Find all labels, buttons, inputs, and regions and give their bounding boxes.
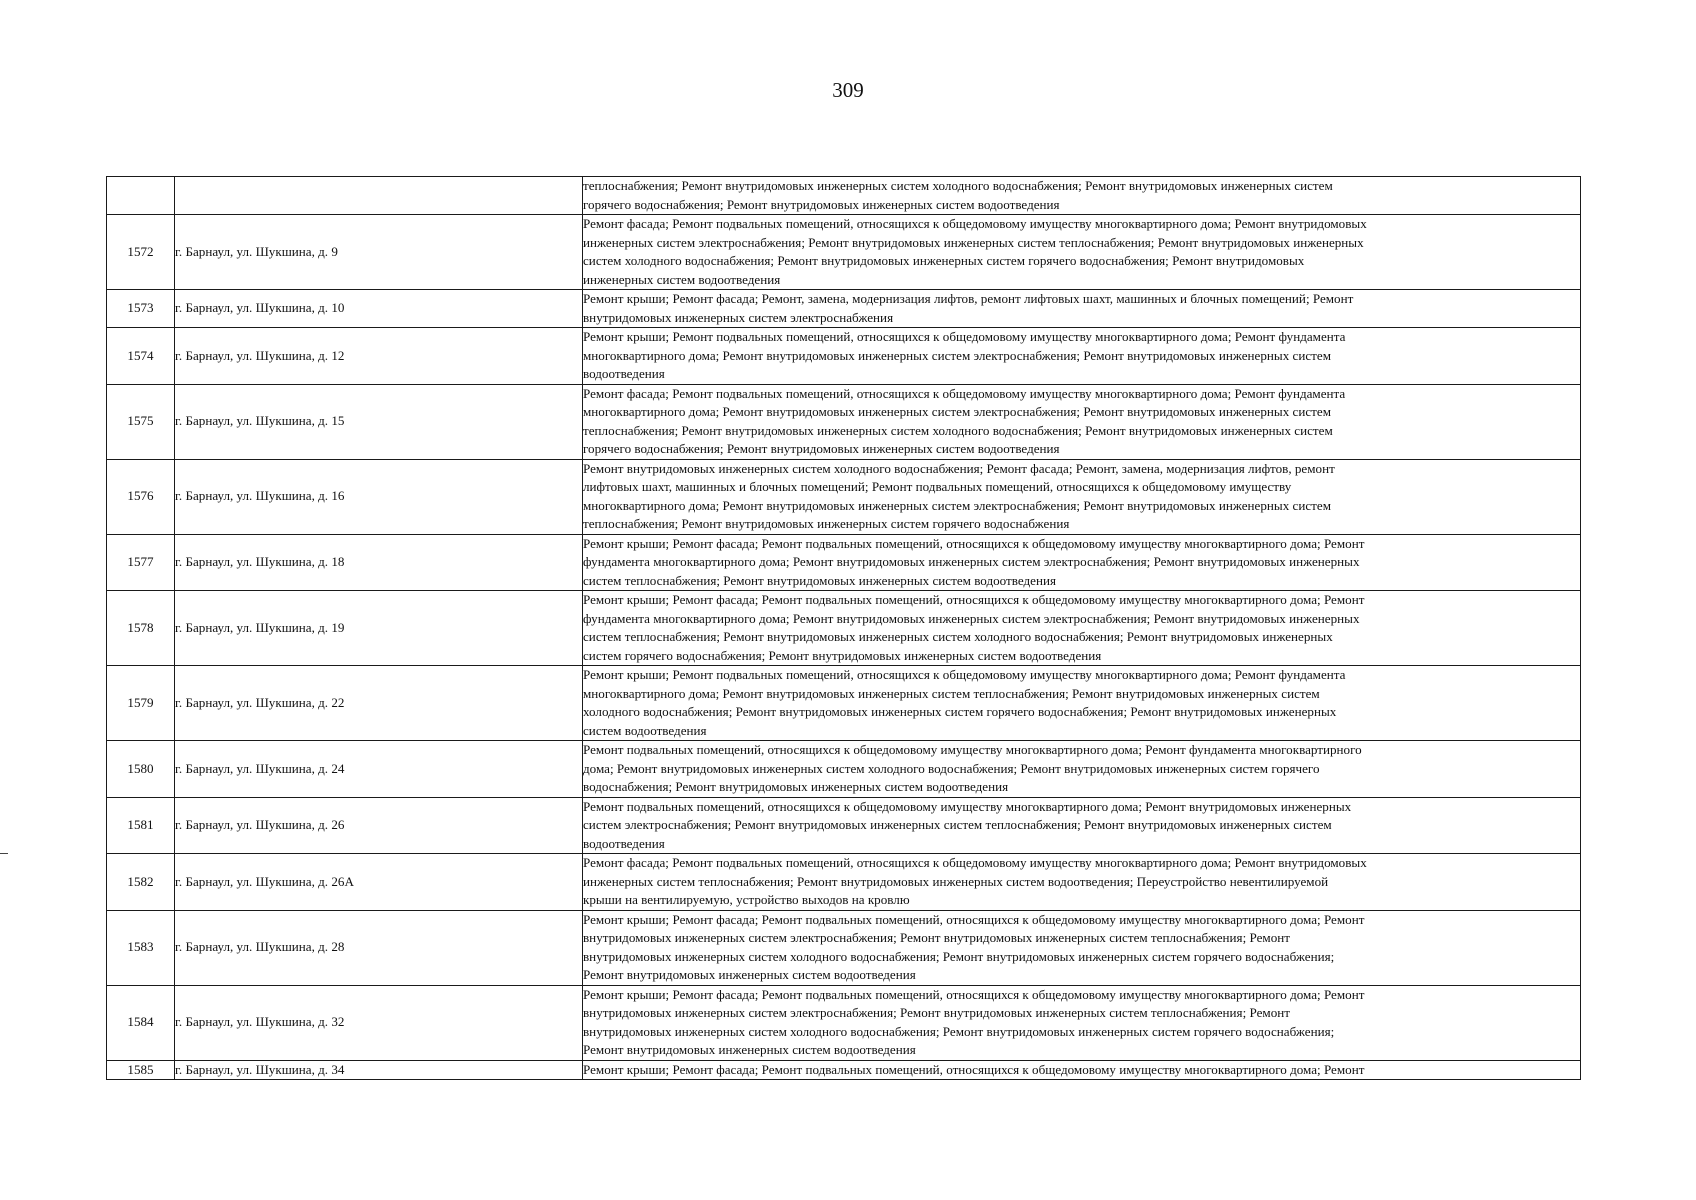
address-cell: г. Барнаул, ул. Шукшина, д. 22 — [175, 666, 583, 741]
table-row — [107, 290, 1581, 328]
row-number-cell: 1573 — [107, 290, 175, 328]
address-cell: г. Барнаул, ул. Шукшина, д. 18 — [175, 534, 583, 591]
repair-works-line: внутридомовых инженерных систем холодного водоснабжения; Ремонт внутридомовых инженерных систем горячего водоснабжения; — [583, 948, 1335, 964]
table-row — [107, 797, 1581, 854]
repair-works-line: систем холодного водоснабжения; Ремонт внутридомовых инженерных систем горячего водоснабжения; Ремонт внутридомовых — [583, 253, 1305, 268]
table-row — [107, 384, 1581, 459]
repair-works-line: внутридомовых инженерных систем электроснабжения; Ремонт внутридомовых инженерных систем теплоснабжения; Ремонт — [583, 1005, 1290, 1020]
repair-works-line: горячего водоснабжения; Ремонт внутридомовых инженерных систем водоотведения — [583, 441, 1060, 456]
row-number-cell: 1572 — [107, 215, 175, 290]
repair-works-line: крыши на вентилируемую, устройство выходов на кровлю — [583, 892, 910, 907]
row-number-cell: 1574 — [107, 328, 175, 385]
row-number-cell: 1580 — [107, 741, 175, 798]
repair-works-line: Ремонт внутридомовых инженерных систем водоотведения — [583, 967, 916, 982]
repair-works-cell — [583, 741, 1581, 798]
repair-works-line: систем горячего водоснабжения; Ремонт внутридомовых инженерных систем водоотведения — [583, 647, 1102, 663]
repair-works-cell — [583, 290, 1581, 328]
row-number-cell: 1581 — [107, 797, 175, 854]
repair-works-line: многоквартирного дома; Ремонт внутридомовых инженерных систем теплоснабжения; Ремонт внутридомовых инженерных систем — [583, 685, 1320, 701]
repair-works-line: Ремонт крыши; Ремонт фасада; Ремонт подвальных помещений, относящихся к общедомовому имуществу многоквартирного дома; Ремонт — [583, 911, 1365, 927]
address-cell: г. Барнаул, ул. Шукшина, д. 26А — [175, 854, 583, 911]
address-cell: г. Барнаул, ул. Шукшина, д. 10 — [175, 290, 583, 328]
repair-works-cell — [583, 666, 1581, 741]
repair-works-line: дома; Ремонт внутридомовых инженерных систем холодного водоснабжения; Ремонт внутридомовых инженерных систем горячего — [583, 760, 1320, 776]
repair-works-line: Ремонт крыши; Ремонт подвальных помещений, относящихся к общедомовому имуществу многоквартирного дома; Ремонт фундамента — [583, 667, 1346, 682]
table-row — [107, 910, 1581, 985]
repair-works-line: внутридомовых инженерных систем электроснабжения; Ремонт внутридомовых инженерных систем теплоснабжения; Ремонт — [583, 930, 1290, 945]
table-row — [107, 1060, 1581, 1080]
repair-works-line: Ремонт фасада; Ремонт подвальных помещений, относящихся к общедомовому имуществу многоквартирного дома; Ремонт фундамента — [583, 385, 1346, 401]
repair-works-line: водоотведения — [583, 835, 665, 851]
address-cell: г. Барнаул, ул. Шукшина, д. 9 — [175, 215, 583, 290]
repair-works-line: внутридомовых инженерных систем электроснабжения — [583, 309, 894, 325]
row-number-cell — [107, 177, 175, 215]
repair-works-cell — [583, 1060, 1581, 1080]
table-row — [107, 985, 1581, 1060]
repair-works-line: Ремонт крыши; Ремонт фасада; Ремонт подвальных помещений, относящихся к общедомовому имуществу многоквартирного дома; Ремонт — [583, 592, 1365, 607]
table-row — [107, 215, 1581, 290]
row-number-cell: 1577 — [107, 534, 175, 591]
repair-works-line: инженерных систем водоотведения — [583, 271, 781, 287]
page-number: 309 — [832, 78, 864, 102]
repair-works-line: Ремонт крыши; Ремонт фасада; Ремонт подвальных помещений, относящихся к общедомовому имуществу многоквартирного дома; Ремонт — [583, 535, 1365, 551]
repair-works-cell — [583, 797, 1581, 854]
repair-works-line: инженерных систем теплоснабжения; Ремонт внутридомовых инженерных систем водоотведения; Переустройство невентилируемой — [583, 873, 1329, 889]
repair-works-cell — [583, 910, 1581, 985]
table-row — [107, 177, 1581, 215]
repair-works-line: Ремонт внутридомовых инженерных систем водоотведения — [583, 1042, 916, 1057]
address-cell — [175, 177, 583, 215]
repair-works-line: инженерных систем электроснабжения; Ремонт внутридомовых инженерных систем теплоснабжения; Ремонт внутридомовых инженерных — [583, 234, 1364, 250]
repair-works-line: внутридомовых инженерных систем холодного водоснабжения; Ремонт внутридомовых инженерных систем горячего водоснабжения; — [583, 1023, 1335, 1039]
row-number-cell: 1582 — [107, 854, 175, 911]
address-cell: г. Барнаул, ул. Шукшина, д. 15 — [175, 384, 583, 459]
row-number-cell: 1579 — [107, 666, 175, 741]
repair-works-cell — [583, 591, 1581, 666]
repair-works-line: Ремонт подвальных помещений, относящихся к общедомовому имуществу многоквартирного дома; Ремонт фундамента многоквартирного — [583, 742, 1362, 757]
address-cell: г. Барнаул, ул. Шукшина, д. 26 — [175, 797, 583, 854]
repair-works-line: горячего водоснабжения; Ремонт внутридомовых инженерных систем водоотведения — [583, 196, 1060, 212]
table-row — [107, 591, 1581, 666]
row-number-cell: 1585 — [107, 1060, 175, 1080]
repair-works-line: Ремонт крыши; Ремонт фасада; Ремонт подвальных помещений, относящихся к общедомовому имуществу многоквартирного дома; Ремонт — [583, 986, 1365, 1002]
table-row — [107, 534, 1581, 591]
table-row — [107, 854, 1581, 911]
repair-works-line: теплоснабжения; Ремонт внутридомовых инженерных систем холодного водоснабжения; Ремонт внутридомовых инженерных систем — [583, 178, 1333, 193]
house-repair-table — [106, 176, 1581, 1080]
repair-works-line: многоквартирного дома; Ремонт внутридомовых инженерных систем электроснабжения; Ремонт внутридомовых инженерных систем — [583, 347, 1331, 363]
address-cell: г. Барнаул, ул. Шукшина, д. 24 — [175, 741, 583, 798]
repair-works-line: Ремонт крыши; Ремонт фасада; Ремонт подвальных помещений, относящихся к общедомовому имуществу многоквартирного дома; Ремонт — [583, 1061, 1365, 1077]
repair-works-line: Ремонт фасада; Ремонт подвальных помещений, относящихся к общедомовому имуществу многоквартирного дома; Ремонт внутридомовых — [583, 855, 1367, 870]
row-number-cell: 1575 — [107, 384, 175, 459]
repair-works-line: многоквартирного дома; Ремонт внутридомовых инженерных систем электроснабжения; Ремонт внутридомовых инженерных систем — [583, 404, 1331, 419]
repair-works-line: теплоснабжения; Ремонт внутридомовых инженерных систем горячего водоснабжения — [583, 516, 1070, 531]
row-number-cell: 1583 — [107, 910, 175, 985]
repair-works-cell — [583, 534, 1581, 591]
row-number-cell: 1578 — [107, 591, 175, 666]
repair-works-cell — [583, 177, 1581, 215]
repair-works-line: фундамента многоквартирного дома; Ремонт внутридомовых инженерных систем электроснабжения; Ремонт внутридомовых инженерных — [583, 554, 1360, 569]
address-cell: г. Барнаул, ул. Шукшина, д. 12 — [175, 328, 583, 385]
row-number-cell: 1576 — [107, 459, 175, 534]
table-row — [107, 459, 1581, 534]
repair-works-line: систем теплоснабжения; Ремонт внутридомовых инженерных систем водоотведения — [583, 572, 1057, 588]
margin-mark — [0, 853, 8, 854]
repair-works-cell — [583, 328, 1581, 385]
address-cell: г. Барнаул, ул. Шукшина, д. 16 — [175, 459, 583, 534]
repair-works-line: Ремонт подвальных помещений, относящихся к общедомовому имуществу многоквартирного дома; Ремонт внутридомовых инженерных — [583, 798, 1352, 814]
repair-works-line: холодного водоснабжения; Ремонт внутридомовых инженерных систем горячего водоснабжения; Ремонт внутридомовых инженерных — [583, 704, 1337, 719]
repair-works-line: водоснабжения; Ремонт внутридомовых инженерных систем водоотведения — [583, 779, 1009, 794]
repair-works-line: многоквартирного дома; Ремонт внутридомовых инженерных систем электроснабжения; Ремонт внутридомовых инженерных систем — [583, 497, 1331, 513]
row-number-cell: 1584 — [107, 985, 175, 1060]
repair-works-cell — [583, 384, 1581, 459]
repair-works-cell — [583, 854, 1581, 911]
address-cell: г. Барнаул, ул. Шукшина, д. 28 — [175, 910, 583, 985]
repair-works-line: водоотведения — [583, 366, 665, 381]
repair-works-line: лифтовых шахт, машинных и блочных помещений; Ремонт подвальных помещений, относящихся к общедомовому имуществу — [583, 479, 1292, 494]
repair-works-line: Ремонт крыши; Ремонт фасада; Ремонт, замена, модернизация лифтов, ремонт лифтовых шахт, машинных и блочных помещений; Ремонт — [583, 291, 1354, 306]
repair-works-cell — [583, 459, 1581, 534]
repair-works-line: Ремонт крыши; Ремонт подвальных помещений, относящихся к общедомовому имуществу многоквартирного дома; Ремонт фундамента — [583, 329, 1346, 344]
address-cell: г. Барнаул, ул. Шукшина, д. 34 — [175, 1060, 583, 1080]
repair-works-line: систем теплоснабжения; Ремонт внутридомовых инженерных систем холодного водоснабжения; Ремонт внутридомовых инженерных — [583, 629, 1333, 644]
repair-works-line: систем электроснабжения; Ремонт внутридомовых инженерных систем теплоснабжения; Ремонт внутридомовых инженерных систем — [583, 817, 1332, 832]
address-cell: г. Барнаул, ул. Шукшина, д. 19 — [175, 591, 583, 666]
repair-works-line: теплоснабжения; Ремонт внутридомовых инженерных систем холодного водоснабжения; Ремонт внутридомовых инженерных систем — [583, 422, 1333, 438]
table-row — [107, 328, 1581, 385]
repair-works-line: Ремонт фасада; Ремонт подвальных помещений, относящихся к общедомовому имуществу многоквартирного дома; Ремонт внутридомовых — [583, 216, 1367, 231]
table-row — [107, 666, 1581, 741]
repair-works-cell — [583, 985, 1581, 1060]
repair-works-line: фундамента многоквартирного дома; Ремонт внутридомовых инженерных систем электроснабжения; Ремонт внутридомовых инженерных — [583, 610, 1360, 626]
table-row — [107, 741, 1581, 798]
address-cell: г. Барнаул, ул. Шукшина, д. 32 — [175, 985, 583, 1060]
repair-works-line: Ремонт внутридомовых инженерных систем холодного водоснабжения; Ремонт фасада; Ремонт, замена, модернизация лифтов, ремонт — [583, 460, 1335, 476]
repair-works-cell — [583, 215, 1581, 290]
table-body — [107, 177, 1581, 1080]
repair-works-line: систем водоотведения — [583, 722, 707, 738]
